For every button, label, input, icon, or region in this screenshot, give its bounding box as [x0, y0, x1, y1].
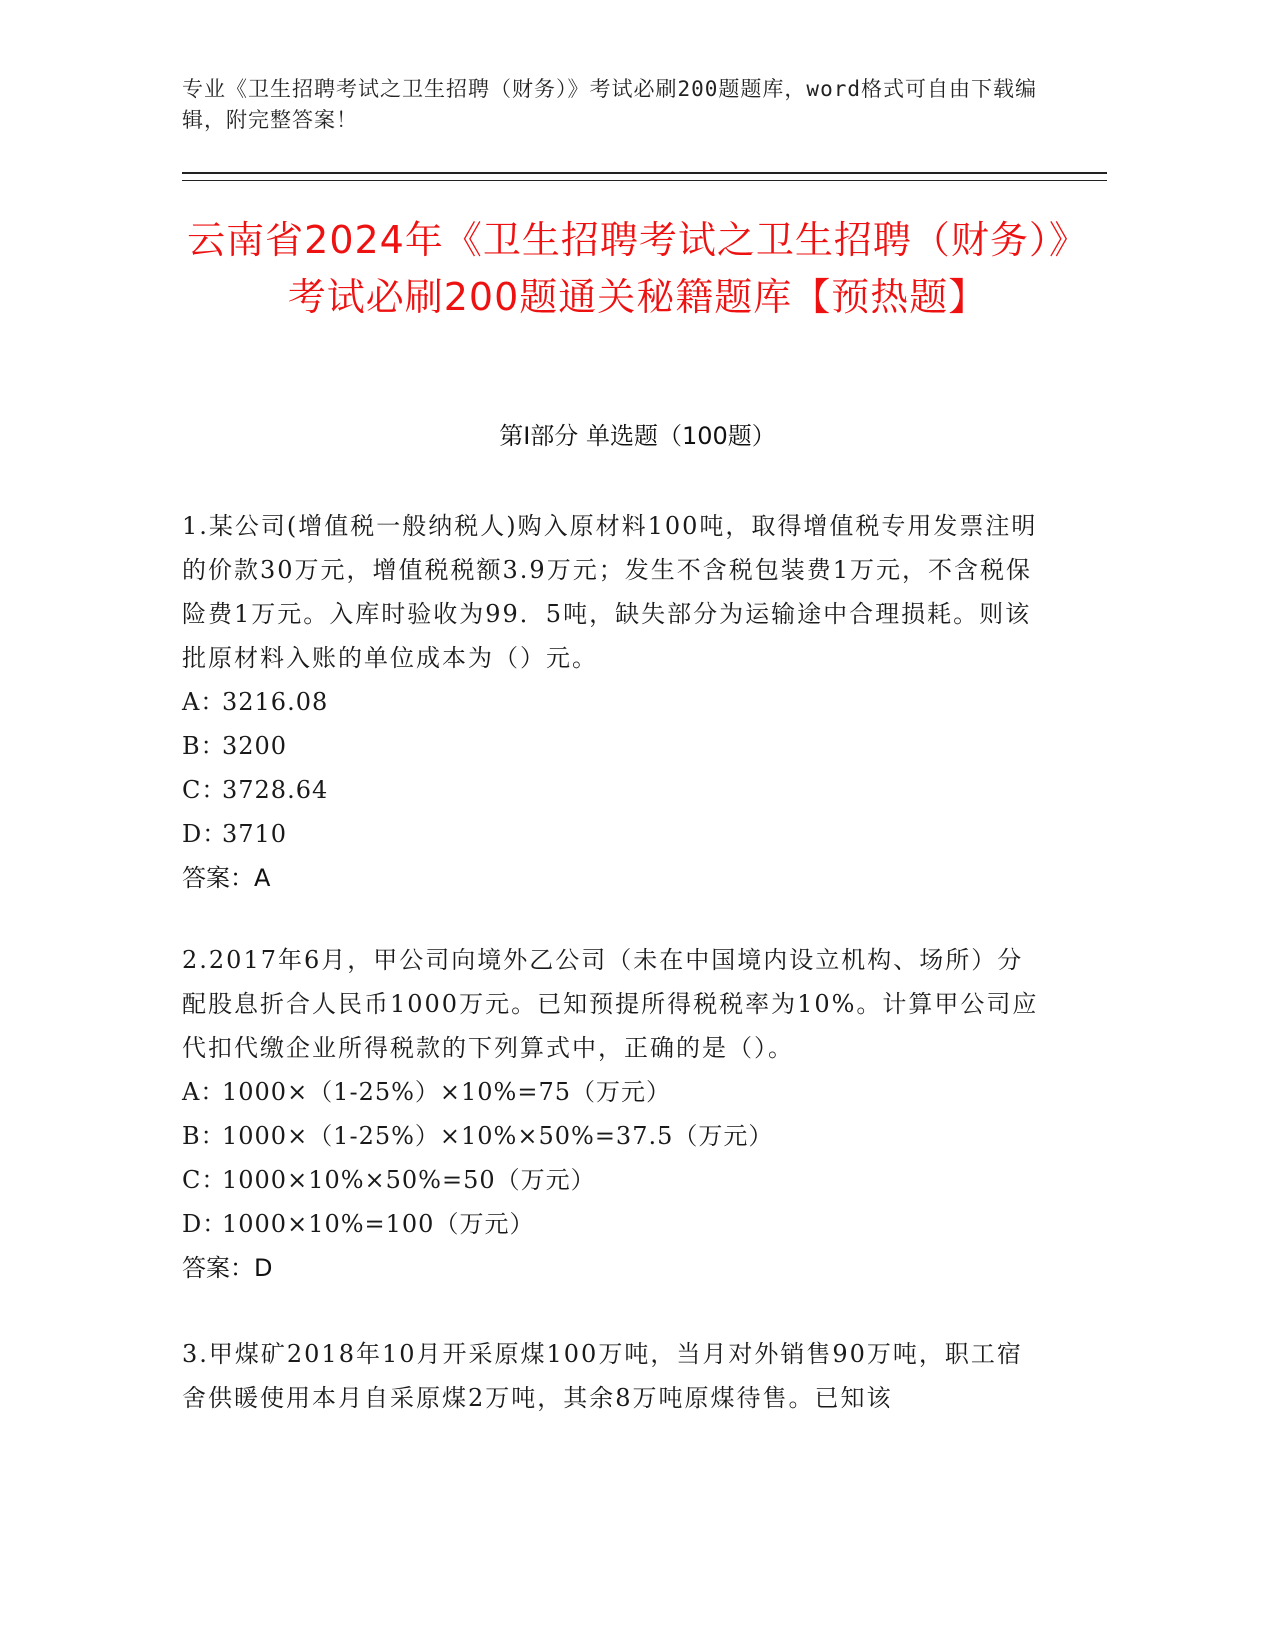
option-b [182, 1114, 1042, 1158]
option-text: 1000×（1-25%）×10%×50%=37.5（万元） [222, 1122, 774, 1150]
question-stem: 2.2017年6月，甲公司向境外乙公司（未在中国境内设立机构、场所）分配股息折合人民币1000万元。已知预提所得税税率为10%。计算甲公司应代扣代缴企业所得税款的下列算式中，正确的是（）。 [182, 946, 1039, 1062]
option-text: 1000×10%=100（万元） [222, 1210, 535, 1238]
option-text: 1000×10%×50%=50（万元） [222, 1166, 596, 1194]
question-stem: 3.甲煤矿2018年10月开采原煤100万吨，当月对外销售90万吨，职工宿舍供暖使用本月自采原煤2万吨，其余8万吨原煤待售。已知该 [182, 1340, 1023, 1412]
option-text: 3728.64 [222, 776, 329, 804]
option-letter: C： [182, 776, 227, 804]
document-title: 云南省2024年《卫生招聘考试之卫生招聘（财务）》考试必刷200题通关秘籍题库【预热题】 [187, 218, 1088, 319]
header-divider-thick [182, 172, 1107, 174]
option-d [182, 812, 1042, 856]
option-letter: D： [182, 820, 228, 848]
question-2 [182, 938, 1042, 1290]
option-c [182, 768, 1042, 812]
option-letter: D： [182, 1210, 228, 1238]
option-a [182, 1070, 1042, 1114]
header-divider-thin [182, 180, 1107, 181]
question-1 [182, 504, 1042, 900]
option-text: 3710 [222, 820, 288, 848]
question-stem: 1.某公司(增值税一般纳税人)购入原材料100吨，取得增值税专用发票注明的价款30万元，增值税税额3.9万元；发生不含税包装费1万元，不含税保险费1万元。入库时验收为99．5吨，缺失部分为运输途中合理损耗。则该批原材料入账的单位成本为（）元。 [182, 512, 1038, 672]
question-3 [182, 1332, 1042, 1420]
header-note: 专业《卫生招聘考试之卫生招聘（财务）》考试必刷200题题库，word格式可自由下载编辑，附完整答案！ [182, 77, 1037, 132]
answer-line: 答案：A [182, 864, 271, 892]
option-c [182, 1158, 1042, 1202]
option-d [182, 1202, 1042, 1246]
option-letter: C： [182, 1166, 227, 1194]
option-letter: A： [182, 1078, 226, 1106]
option-a [182, 680, 1042, 724]
option-text: 3200 [222, 732, 288, 760]
option-b [182, 724, 1042, 768]
option-letter: A： [182, 688, 226, 716]
section-heading: 第I部分 单选题（100题） [499, 422, 776, 450]
option-letter: B： [182, 1122, 226, 1150]
answer-line: 答案：D [182, 1254, 273, 1282]
option-letter: B： [182, 732, 226, 760]
option-text: 3216.08 [222, 688, 329, 716]
option-text: 1000×（1-25%）×10%=75（万元） [222, 1078, 672, 1106]
